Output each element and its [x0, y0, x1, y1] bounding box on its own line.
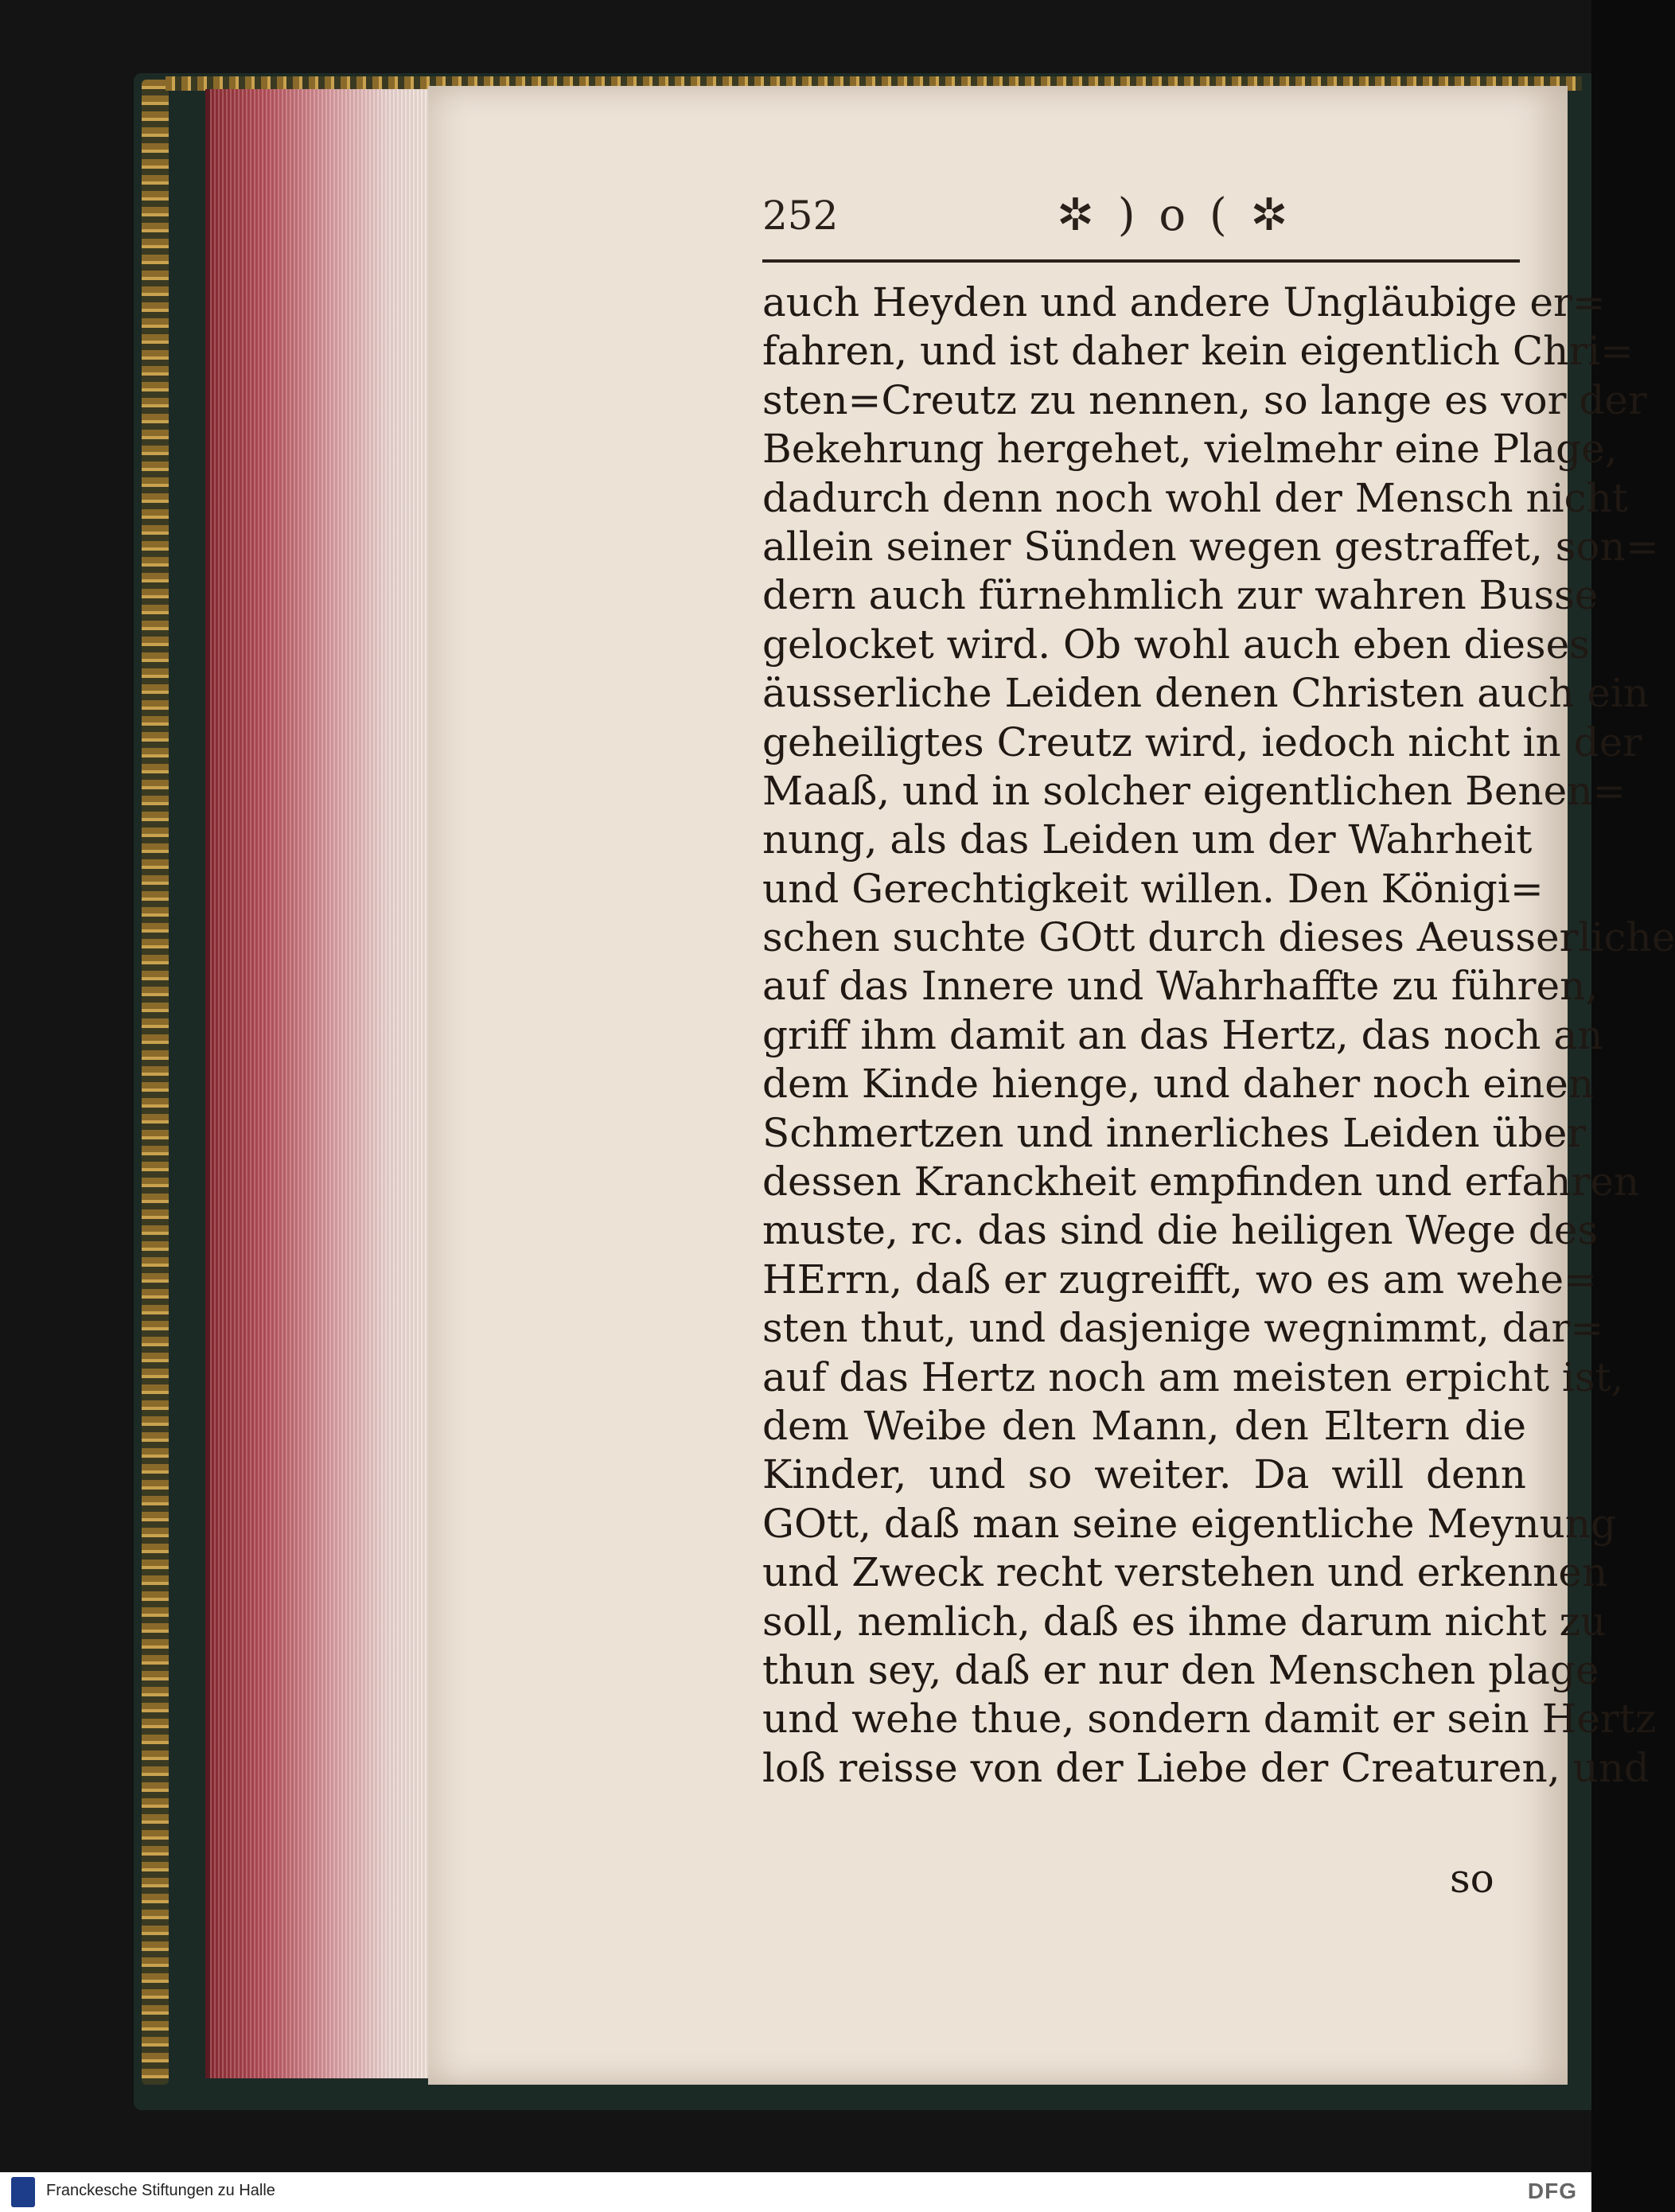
text-line: griff ihm damit an das Hertz, das noch an — [762, 1011, 1603, 1058]
text-line: und wehe thue, sondern damit er sein Hertz — [762, 1696, 1657, 1743]
text-line: fahren, und ist daher kein eigentlich Chri= — [762, 328, 1634, 375]
text-line: sten=Creutz zu nennen, so lange es vor der — [762, 376, 1647, 423]
text-line: Bekehrung hergehet, vielmehr eine Plage, — [762, 426, 1618, 473]
text-line: dessen Kranckheit empfinden und erfahren — [762, 1159, 1640, 1205]
text-line: sten thut, und dasjenige wegnimmt, dar= — [762, 1305, 1604, 1352]
catchword: so — [1450, 1856, 1494, 1902]
page-number: 252 — [762, 193, 839, 239]
text-line: Kinder, und so weiter. Da will denn — [762, 1451, 1526, 1498]
header-rule — [762, 259, 1520, 263]
page-header — [762, 185, 1520, 267]
text-line: allein seiner Sünden wegen gestraffet, son= — [762, 523, 1659, 570]
text-line: soll, nemlich, daß es ihme darum nicht zu — [762, 1598, 1607, 1645]
header-ornament: ✲ ) o ( ✲ — [1057, 189, 1293, 241]
text-line: muste, rc. das sind die heiligen Wege des — [762, 1207, 1599, 1254]
text-line: dem Weibe den Mann, den Eltern die — [762, 1402, 1526, 1449]
text-line: Schmertzen und innerliches Leiden über — [762, 1109, 1587, 1156]
page-edges-red — [205, 89, 433, 2078]
text-line: loß reisse von der Liebe der Creaturen, und — [762, 1744, 1650, 1791]
dfg-logo[interactable]: DFG — [1527, 2179, 1577, 2203]
text-line: und Zweck recht verstehen und erkennen — [762, 1549, 1608, 1596]
text-line: dem Kinde hienge, und daher noch einen — [762, 1061, 1594, 1108]
text-line: äusserliche Leiden denen Christen auch ein — [762, 670, 1650, 717]
text-line: auch Heyden und andere Ungläubige er= — [762, 279, 1606, 325]
body-text — [762, 278, 1675, 1793]
text-line: GOtt, daß man seine eigentliche Meynung — [762, 1500, 1617, 1547]
text-line: nung, als das Leiden um der Wahrheit — [762, 816, 1533, 863]
text-line: dern auch fürnehmlich zur wahren Busse — [762, 572, 1599, 619]
footer-bar — [0, 2172, 1591, 2212]
text-line: auf das Innere und Wahrhaffte zu führen, — [762, 963, 1599, 1010]
institution-name[interactable]: Franckesche Stiftungen zu Halle — [46, 2182, 275, 2199]
text-line: dadurch denn noch wohl der Mensch nicht — [762, 474, 1628, 521]
text-line: auf das Hertz noch am meisten erpicht ist, — [762, 1353, 1624, 1400]
text-line: und Gerechtigkeit willen. Den Königi= — [762, 865, 1544, 912]
text-line: HErrn, daß er zugreifft, wo es am wehe= — [762, 1256, 1597, 1303]
text-line: geheiligtes Creutz wird, iedoch nicht in der — [762, 719, 1642, 765]
text-line: schen suchte GOtt durch dieses Aeusserliche — [762, 914, 1675, 961]
text-line: Maaß, und in solcher eigentlichen Benen= — [762, 767, 1626, 814]
gilt-border-left — [142, 80, 169, 2085]
text-line: gelocket wird. Ob wohl auch eben dieses — [762, 621, 1590, 668]
text-line: thun sey, daß er nur den Menschen plage — [762, 1646, 1599, 1693]
institution-logo-icon — [11, 2177, 35, 2207]
